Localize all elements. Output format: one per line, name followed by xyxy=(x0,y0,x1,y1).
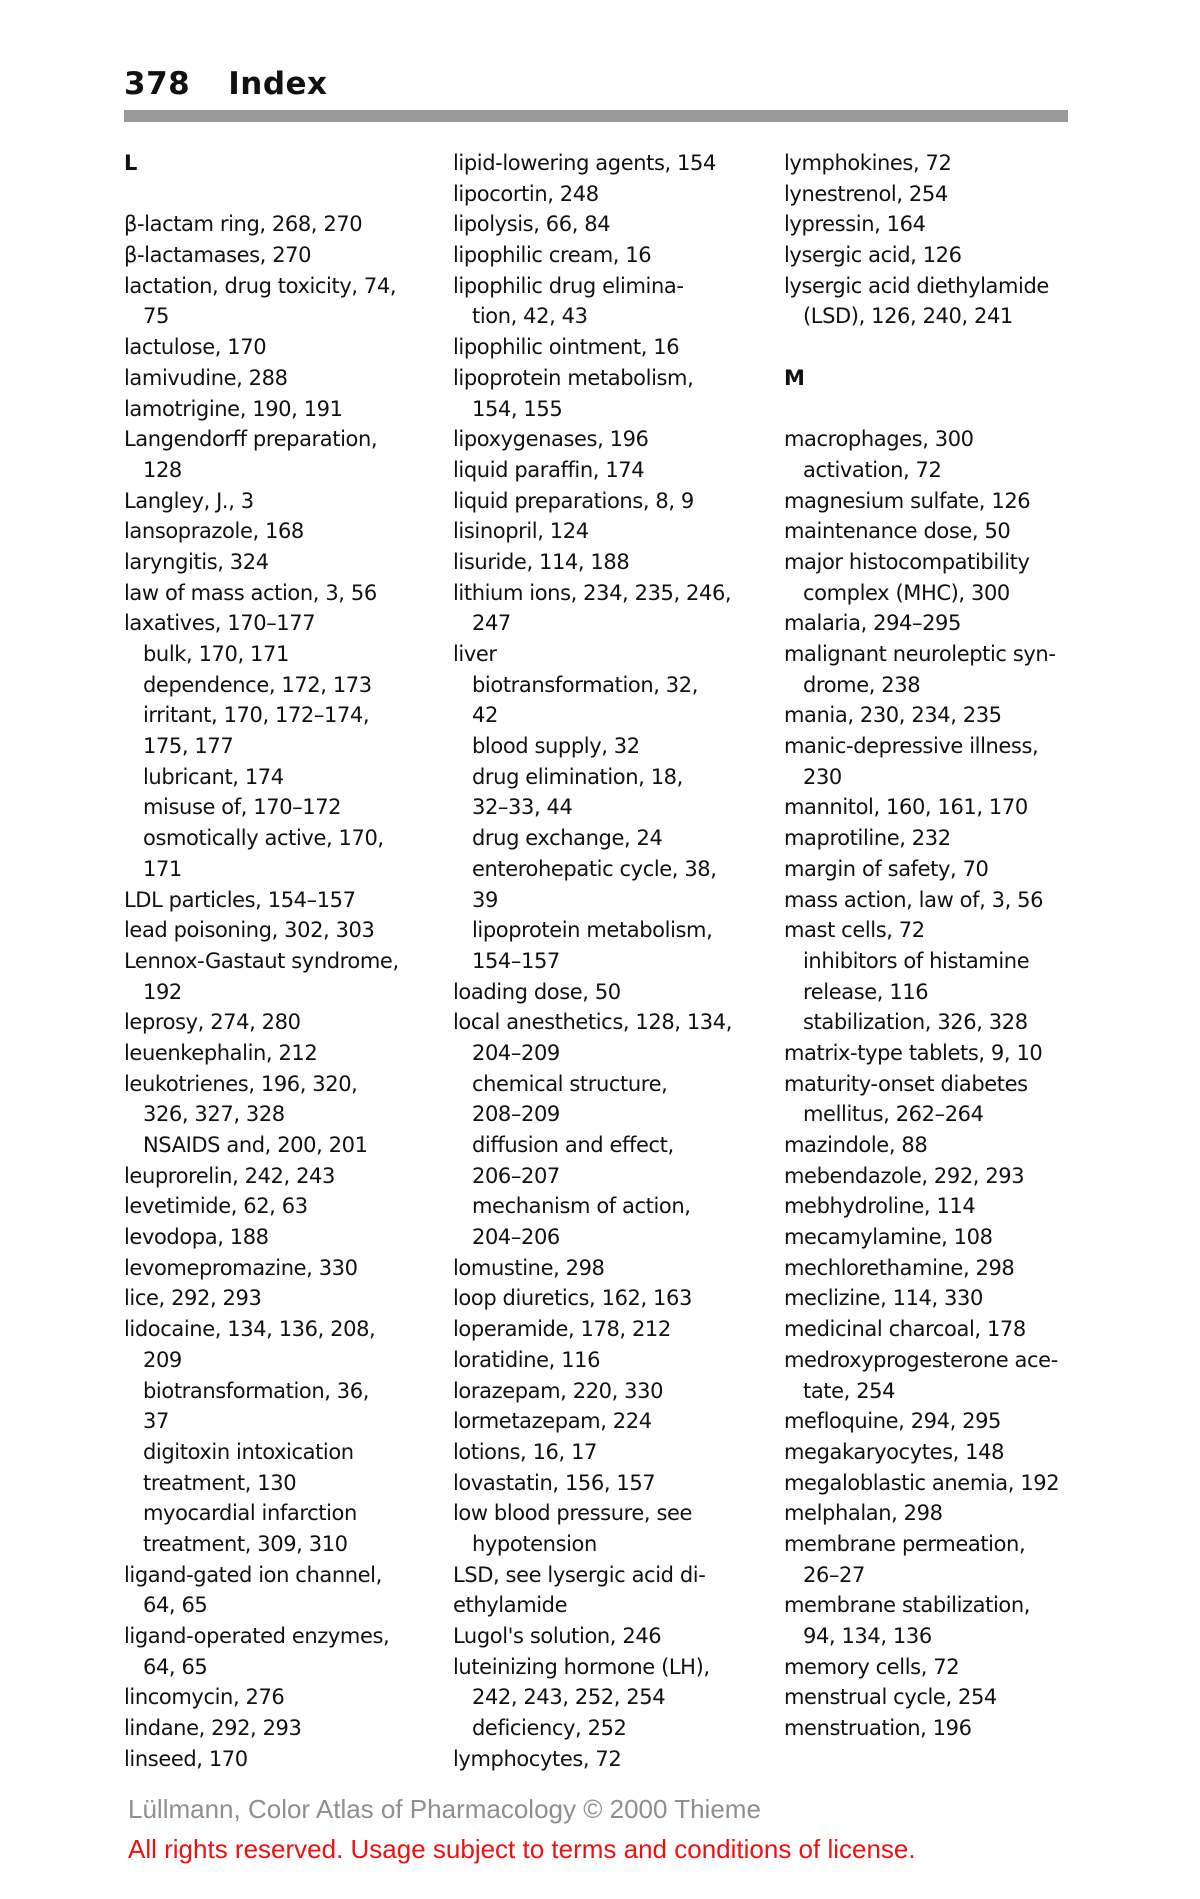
index-entry: ligand-gated ion channel, xyxy=(124,1562,382,1587)
index-entry: malaria, 294–295 xyxy=(784,611,961,636)
index-entry: lysergic acid, 126 xyxy=(784,243,962,268)
index-entry: treatment, 130 xyxy=(143,1470,297,1495)
index-spacer xyxy=(784,394,1074,425)
index-entry: memory cells, 72 xyxy=(784,1654,960,1679)
index-entry: tate, 254 xyxy=(803,1378,896,1403)
index-entry: lamotrigine, 190, 191 xyxy=(124,396,343,421)
index-entry: 171 xyxy=(143,856,182,881)
index-entry: law of mass action, 3, 56 xyxy=(124,580,377,605)
index-entry: 154–157 xyxy=(472,948,560,973)
index-entry: mebhydroline, 114 xyxy=(784,1194,976,1219)
index-entry: local anesthetics, 128, 134, xyxy=(453,1010,733,1035)
index-entry: menstrual cycle, 254 xyxy=(784,1685,997,1710)
index-entry: 64, 65 xyxy=(143,1593,208,1618)
index-entry: 75 xyxy=(143,304,169,329)
index-entry: 42 xyxy=(472,703,498,728)
index-entry: luteinizing hormone (LH), xyxy=(453,1654,710,1679)
index-entry: 32–33, 44 xyxy=(472,795,573,820)
index-entry: lynestrenol, 254 xyxy=(784,181,948,206)
index-entry: lithium ions, 234, 235, 246, xyxy=(453,580,732,605)
index-entry: melphalan, 298 xyxy=(784,1501,943,1526)
index-entry: laxatives, 170–177 xyxy=(124,611,316,636)
index-entry: magnesium sulfate, 126 xyxy=(784,488,1031,513)
index-entry: 26–27 xyxy=(803,1562,865,1587)
index-entry: leuenkephalin, 212 xyxy=(124,1040,318,1065)
index-entry: mast cells, 72 xyxy=(784,918,925,943)
index-entry: biotransformation, 36, xyxy=(143,1378,370,1403)
index-entry: tion, 42, 43 xyxy=(472,304,588,329)
index-entry: 230 xyxy=(803,764,842,789)
index-entry: malignant neuroleptic syn- xyxy=(784,642,1056,666)
index-entry: leprosy, 274, 280 xyxy=(124,1010,301,1035)
index-entry: NSAIDS and, 200, 201 xyxy=(143,1133,368,1157)
index-entry: activation, 72 xyxy=(803,457,942,482)
index-entry: liquid paraffin, 174 xyxy=(453,457,645,482)
index-entry: 64, 65 xyxy=(143,1654,208,1679)
index-entry: stabilization, 326, 328 xyxy=(803,1010,1028,1035)
index-entry: lincomycin, 276 xyxy=(124,1685,285,1710)
index-entry: 326, 327, 328 xyxy=(143,1102,285,1127)
page-header xyxy=(124,66,328,102)
index-entry: β-lactamases, 270 xyxy=(124,243,312,268)
index-entry: Langley, J., 3 xyxy=(124,488,254,513)
index-entry: lipophilic ointment, 16 xyxy=(453,335,680,360)
index-spacer xyxy=(124,179,442,210)
index-entry: hypotension xyxy=(472,1531,597,1556)
page-number: 378 xyxy=(124,66,191,102)
index-entry: levetimide, 62, 63 xyxy=(124,1194,308,1219)
index-entry: lymphocytes, 72 xyxy=(453,1746,622,1771)
index-entry: 94, 134, 136 xyxy=(803,1624,932,1648)
index-entry: lotions, 16, 17 xyxy=(453,1439,597,1464)
index-entry: medicinal charcoal, 178 xyxy=(784,1317,1026,1342)
header-rule xyxy=(124,110,1068,122)
index-entry: (LSD), 126, 240, 241 xyxy=(803,304,1013,329)
index-entry: mania, 230, 234, 235 xyxy=(784,703,1002,728)
index-entry: lomustine, 298 xyxy=(453,1255,605,1280)
index-entry: manic-depressive illness, xyxy=(784,734,1039,759)
index-entry: mechlorethamine, 298 xyxy=(784,1255,1015,1280)
index-entry: mebendazole, 292, 293 xyxy=(784,1163,1025,1188)
index-entry: inhibitors of histamine xyxy=(803,948,1030,973)
index-column-2 xyxy=(453,148,778,1774)
index-entry: irritant, 170, 172–174, xyxy=(143,703,370,728)
index-entry: lactation, drug toxicity, 74, xyxy=(124,273,397,298)
index-entry: levomepromazine, 330 xyxy=(124,1255,358,1280)
index-entry: misuse of, 170–172 xyxy=(143,795,342,820)
index-entry: lisuride, 114, 188 xyxy=(453,549,630,574)
index-entry: 39 xyxy=(472,887,498,912)
index-entry: liver xyxy=(453,642,497,666)
index-entry: lipophilic cream, 16 xyxy=(453,243,652,268)
index-entry: lisinopril, 124 xyxy=(453,519,589,544)
index-entry: mechanism of action, xyxy=(472,1194,691,1219)
index-entry: lipolysis, 66, 84 xyxy=(453,212,611,237)
index-entry: lindane, 292, 293 xyxy=(124,1716,302,1741)
index-entry: lipocortin, 248 xyxy=(453,181,599,206)
index-entry: linseed, 170 xyxy=(124,1746,248,1771)
index-entry: bulk, 170, 171 xyxy=(143,642,289,666)
index-entry: lidocaine, 134, 136, 208, xyxy=(124,1317,376,1342)
index-entry: 192 xyxy=(143,979,182,1004)
index-entry: lypressin, 164 xyxy=(784,212,926,237)
index-entry: loratidine, 116 xyxy=(453,1347,601,1372)
index-entry: release, 116 xyxy=(803,979,929,1004)
index-entry: lipoprotein metabolism, xyxy=(472,918,713,943)
index-entry: β-lactam ring, 268, 270 xyxy=(124,212,363,237)
index-entry: dependence, 172, 173 xyxy=(143,672,372,697)
index-entry: mass action, law of, 3, 56 xyxy=(784,887,1044,912)
index-entry: low blood pressure, see xyxy=(453,1501,693,1526)
index-entry: LDL particles, 154–157 xyxy=(124,887,356,912)
index-entry: myocardial infarction xyxy=(143,1501,357,1526)
index-entry: maturity-onset diabetes xyxy=(784,1071,1028,1096)
index-letter-heading: M xyxy=(784,365,805,390)
index-letter-heading: L xyxy=(124,151,137,175)
index-entry: lovastatin, 156, 157 xyxy=(453,1470,656,1495)
index-entry: lactulose, 170 xyxy=(124,335,267,360)
index-spacer xyxy=(784,332,1074,363)
index-entry: mannitol, 160, 161, 170 xyxy=(784,795,1028,820)
index-entry: ethylamide xyxy=(453,1593,568,1618)
index-entry: chemical structure, xyxy=(472,1071,668,1096)
index-entry: matrix-type tablets, 9, 10 xyxy=(784,1040,1043,1065)
index-entry: macrophages, 300 xyxy=(784,427,974,452)
index-entry: drome, 238 xyxy=(803,672,921,697)
index-entry: Langendorff preparation, xyxy=(124,427,378,452)
index-entry: mazindole, 88 xyxy=(784,1133,928,1157)
index-entry: loperamide, 178, 212 xyxy=(453,1317,671,1342)
index-entry: enterohepatic cycle, 38, xyxy=(472,856,717,881)
index-entry: 204–206 xyxy=(472,1225,560,1250)
index-entry: drug exchange, 24 xyxy=(472,826,663,851)
index-entry: loop diuretics, 162, 163 xyxy=(453,1286,692,1311)
index-entry: leukotrienes, 196, 320, xyxy=(124,1071,358,1096)
index-entry: 204–209 xyxy=(472,1040,560,1065)
index-entry: leuprorelin, 242, 243 xyxy=(124,1163,335,1188)
index-entry: lipoprotein metabolism, xyxy=(453,365,694,390)
footer-license: All rights reserved. Usage subject to terms and conditions of license. xyxy=(128,1834,916,1864)
index-entry: meclizine, 114, 330 xyxy=(784,1286,983,1311)
index-entry: loading dose, 50 xyxy=(453,979,621,1004)
index-entry: 128 xyxy=(143,457,182,482)
index-entry: osmotically active, 170, xyxy=(143,826,384,851)
index-entry: lorazepam, 220, 330 xyxy=(453,1378,664,1403)
index-entry: margin of safety, 70 xyxy=(784,856,989,881)
index-entry: 206–207 xyxy=(472,1163,560,1188)
index-entry: lamivudine, 288 xyxy=(124,365,288,390)
index-entry: 154, 155 xyxy=(472,396,563,421)
index-entry: lipophilic drug elimina- xyxy=(453,273,684,298)
index-entry: 247 xyxy=(472,611,511,636)
index-column-3 xyxy=(784,148,1074,1744)
index-column-1 xyxy=(124,148,442,1774)
index-entry: mecamylamine, 108 xyxy=(784,1225,993,1250)
index-entry: lysergic acid diethylamide xyxy=(784,273,1049,298)
index-entry: 208–209 xyxy=(472,1102,560,1127)
index-entry: LSD, see lysergic acid di- xyxy=(453,1562,706,1587)
index-entry: 175, 177 xyxy=(143,734,234,759)
index-entry: 242, 243, 252, 254 xyxy=(472,1685,666,1710)
index-entry: lipid-lowering agents, 154 xyxy=(453,151,716,175)
index-entry: membrane permeation, xyxy=(784,1531,1026,1556)
index-entry: lice, 292, 293 xyxy=(124,1286,262,1311)
index-entry: medroxyprogesterone ace- xyxy=(784,1347,1058,1372)
index-entry: maintenance dose, 50 xyxy=(784,519,1011,544)
index-entry: blood supply, 32 xyxy=(472,734,640,759)
index-entry: menstruation, 196 xyxy=(784,1716,972,1741)
index-entry: lansoprazole, 168 xyxy=(124,519,304,544)
index-entry: deficiency, 252 xyxy=(472,1716,627,1741)
page-title: Index xyxy=(228,66,328,102)
index-entry: Lugol's solution, 246 xyxy=(453,1624,662,1648)
index-entry: megakaryocytes, 148 xyxy=(784,1439,1005,1464)
index-entry: mellitus, 262–264 xyxy=(803,1102,984,1127)
index-entry: Lennox-Gastaut syndrome, xyxy=(124,948,399,973)
index-entry: major histocompatibility xyxy=(784,549,1030,574)
index-entry: ligand-operated enzymes, xyxy=(124,1624,390,1648)
index-entry: drug elimination, 18, xyxy=(472,764,683,789)
index-entry: lipoxygenases, 196 xyxy=(453,427,649,452)
index-entry: maprotiline, 232 xyxy=(784,826,951,851)
index-entry: 209 xyxy=(143,1347,182,1372)
index-entry: megaloblastic anemia, 192 xyxy=(784,1470,1060,1495)
index-entry: lymphokines, 72 xyxy=(784,151,952,175)
index-entry: liquid preparations, 8, 9 xyxy=(453,488,694,513)
index-entry: lormetazepam, 224 xyxy=(453,1409,652,1434)
index-entry: membrane stabilization, xyxy=(784,1593,1031,1618)
index-entry: diffusion and effect, xyxy=(472,1133,674,1157)
index-entry: digitoxin intoxication xyxy=(143,1439,354,1464)
index-entry: complex (MHC), 300 xyxy=(803,580,1010,605)
index-entry: lead poisoning, 302, 303 xyxy=(124,918,375,943)
index-entry: 37 xyxy=(143,1409,169,1434)
index-entry: mefloquine, 294, 295 xyxy=(784,1409,1002,1434)
index-entry: levodopa, 188 xyxy=(124,1225,269,1250)
index-entry: lubricant, 174 xyxy=(143,764,284,789)
index-entry: biotransformation, 32, xyxy=(472,672,699,697)
footer-credit: Lüllmann, Color Atlas of Pharmacology © 2000 Thieme xyxy=(128,1794,761,1824)
index-entry: laryngitis, 324 xyxy=(124,549,269,574)
index-entry: treatment, 309, 310 xyxy=(143,1531,348,1556)
